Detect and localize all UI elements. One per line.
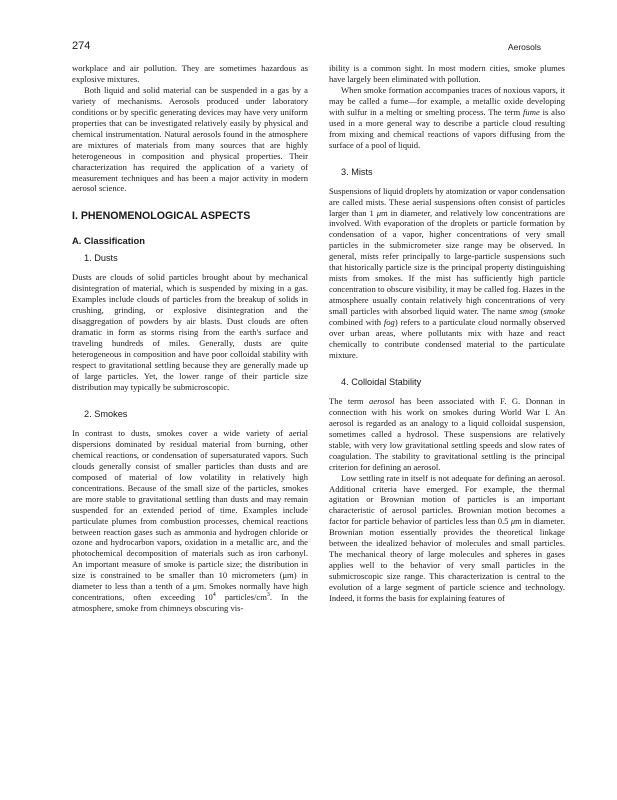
section-heading: I. PHENOMENOLOGICAL ASPECTS xyxy=(72,210,251,223)
smokes-text-a: In contrast to dusts, smokes cover a wide variety of aerial dispersions dominated by residual material from burning, other chemical reactions, or condensation of supersaturated vapors. Such clouds generally consist of smaller particles than dusts and are composed of material of low volatility in relatively high concentrations. Because of the small size of the particles, smokes are more stable to gravitational settling than dusts and may remain suspended for an extended period of time. Examples include particulate plumes from combustion processes, chemical reactions between reaction gases such as ammonia and hydrogen chloride or ozone and hydrocarbon vapors, oxidation in a metallic arc, and the photochemical decomposition of materials such as iron carbonyl. An important measure of smoke is particle size; the distribution in size is constrained to be smaller than 10 micrometers (μm) in diameter to less than a tenth of a μm. Smokes normally have high concentrations, often exceeding 10 xyxy=(72,427,308,603)
paragraph-settling xyxy=(329,473,565,604)
mists-heading: 3. Mists xyxy=(341,166,373,177)
mists-text-d: combined with xyxy=(329,317,384,328)
colloidal-stability-heading: 4. Colloidal Stability xyxy=(341,376,422,387)
running-head: Aerosols xyxy=(507,42,541,52)
column-right xyxy=(329,63,565,604)
paragraph-colloidal xyxy=(329,396,565,473)
smokes-exponent-4: 4 xyxy=(212,592,216,599)
paragraph-dusts: Dusts are clouds of solid particles brought about by mechanical disintegration of material, which is suspended by mixing in a gas. Examples include clouds of particles from the breakup of solids in crushing, grinding, or explosive disintegration and the disaggregation of powders by air blasts. Dust clouds are often dramatic in form as storms rising from the earth's surface and traveling hundreds of miles. Generally, dusts are quite heterogeneous in composition and have poor colloidal stability with respect to gravitational settling because they are generally made up of large particles. Yet, the lower range of their particle size distribution may typically be submicroscopic. xyxy=(72,272,308,392)
paragraph-smokes-continued: ibility is a common sight. In most modern cities, smoke plumes have largely been eliminated with pollution. xyxy=(329,63,565,84)
coll-text-a: The term xyxy=(329,395,370,406)
fog-term: fog xyxy=(383,317,395,328)
column-left xyxy=(72,63,308,614)
smokes-text-c: . In the atmosphere, smoke from chimneys obscuring vis- xyxy=(72,592,308,614)
subsection-heading: A. Classification xyxy=(72,235,145,247)
smog-term: smog xyxy=(519,306,538,317)
settle-mu: μ xyxy=(510,516,516,527)
smokes-text-b: particles/cm xyxy=(215,592,267,603)
paragraph-fume xyxy=(329,85,565,151)
mists-mu: μ xyxy=(376,207,382,218)
paragraph-smokes xyxy=(72,428,308,614)
smoke-term: smoke xyxy=(543,306,565,317)
settle-text-b: m in diameter. Brownian motion essentially provides the theoretical linkage between the idealized behavior of molecules and small particles. The mechanical theory of large molecules and spheres in gases applies well to the behavior of very small particles in the submicroscopic size range. This characterization is central to the evolution of a large segment of particle science and technology. Indeed, it forms the basis for explaining features of xyxy=(329,516,565,604)
mists-text-b: m in diameter, and relatively low concentrations are involved. With evaporation of the droplets or particle formation by condensation of a vapor, higher concentrations of very small particles in the submicrometer size range may be observed. In general, mists refer principally to large-particle suspensions such that historically particle size is the principal property distinguishing mists from smokes. If the mist has sufficiently high particle concentration to obscure visibility, it may be called fog. Hazes in the atmosphere usually contain relatively high concentrations of very small particles with absorbed liquid water. The name xyxy=(329,207,566,317)
smokes-heading: 2. Smokes xyxy=(84,408,128,419)
smokes-exponent-3: 3 xyxy=(266,592,270,599)
dusts-heading: 1. Dusts xyxy=(84,253,118,264)
paragraph-aerosol-generation: Both liquid and solid material can be suspended in a gas by a variety of mechanisms. Aerosols produced under laboratory conditions or by specific generating devices may have very uniform properties that can be investigated relatively easily by physical and chemical instrumentation. Natural aerosols found in the atmosphere are mixtures of materials from many sources that are highly heterogeneous in composition and physical properties. Their characterization has required the application of a variety of measurement techniques and has been a major activity in modern aerosol science. xyxy=(72,84,308,194)
aerosol-term: aerosol xyxy=(369,395,395,406)
page-number: 274 xyxy=(72,40,91,52)
fume-text-a: When smoke formation accompanies traces of noxious vapors, it may be called a fume—for example, a metallic oxide developing with sulfur in a melting or smelting process. The term xyxy=(329,84,565,117)
coll-text-b: has been associated with F. G. Donnan in connection with his work on smokes during World War I. An aerosol is regarded as an analogy to a liquid colloidal suspension, sometimes called a hydrosol. These suspensions are relatively stable, with very low gravitational settling speeds and slow rates of coagulation. The stability to gravitational settling is the principal criterion for defining an aerosol. xyxy=(329,395,565,472)
paragraph-mists xyxy=(329,186,565,361)
mists-text-c: ( xyxy=(537,306,544,317)
fume-text-b: is also used in a more general way to describe a particle cloud resulting from mixing and chemical reactions of vapors diffusing from the surface of a pool of liquid. xyxy=(329,106,566,150)
settle-text-a: Low settling rate in itself is not adequate for defining an aerosol. Additional criteria have emerged. For example, the thermal agitation or Brownian motion of particles is an important characteristic of aerosol particles. Brownian motion becomes a factor for particle behavior of particles less than 0.5 xyxy=(329,472,565,527)
mists-text-a: Suspensions of liquid droplets by atomization or vapor condensation are called mists. These aerial suspensions often consist of particles larger than 1 xyxy=(329,185,565,218)
fume-term: fume xyxy=(523,106,540,117)
paragraph-intro-continued: workplace and air pollution. They are sometimes hazardous as explosive mixtures. xyxy=(72,63,308,84)
mists-text-e: ) refers to a particulate cloud normally observed over urban areas, where pollutants mix with haze and react chemically to contribute condensed material to the particulate mixture. xyxy=(329,317,565,360)
